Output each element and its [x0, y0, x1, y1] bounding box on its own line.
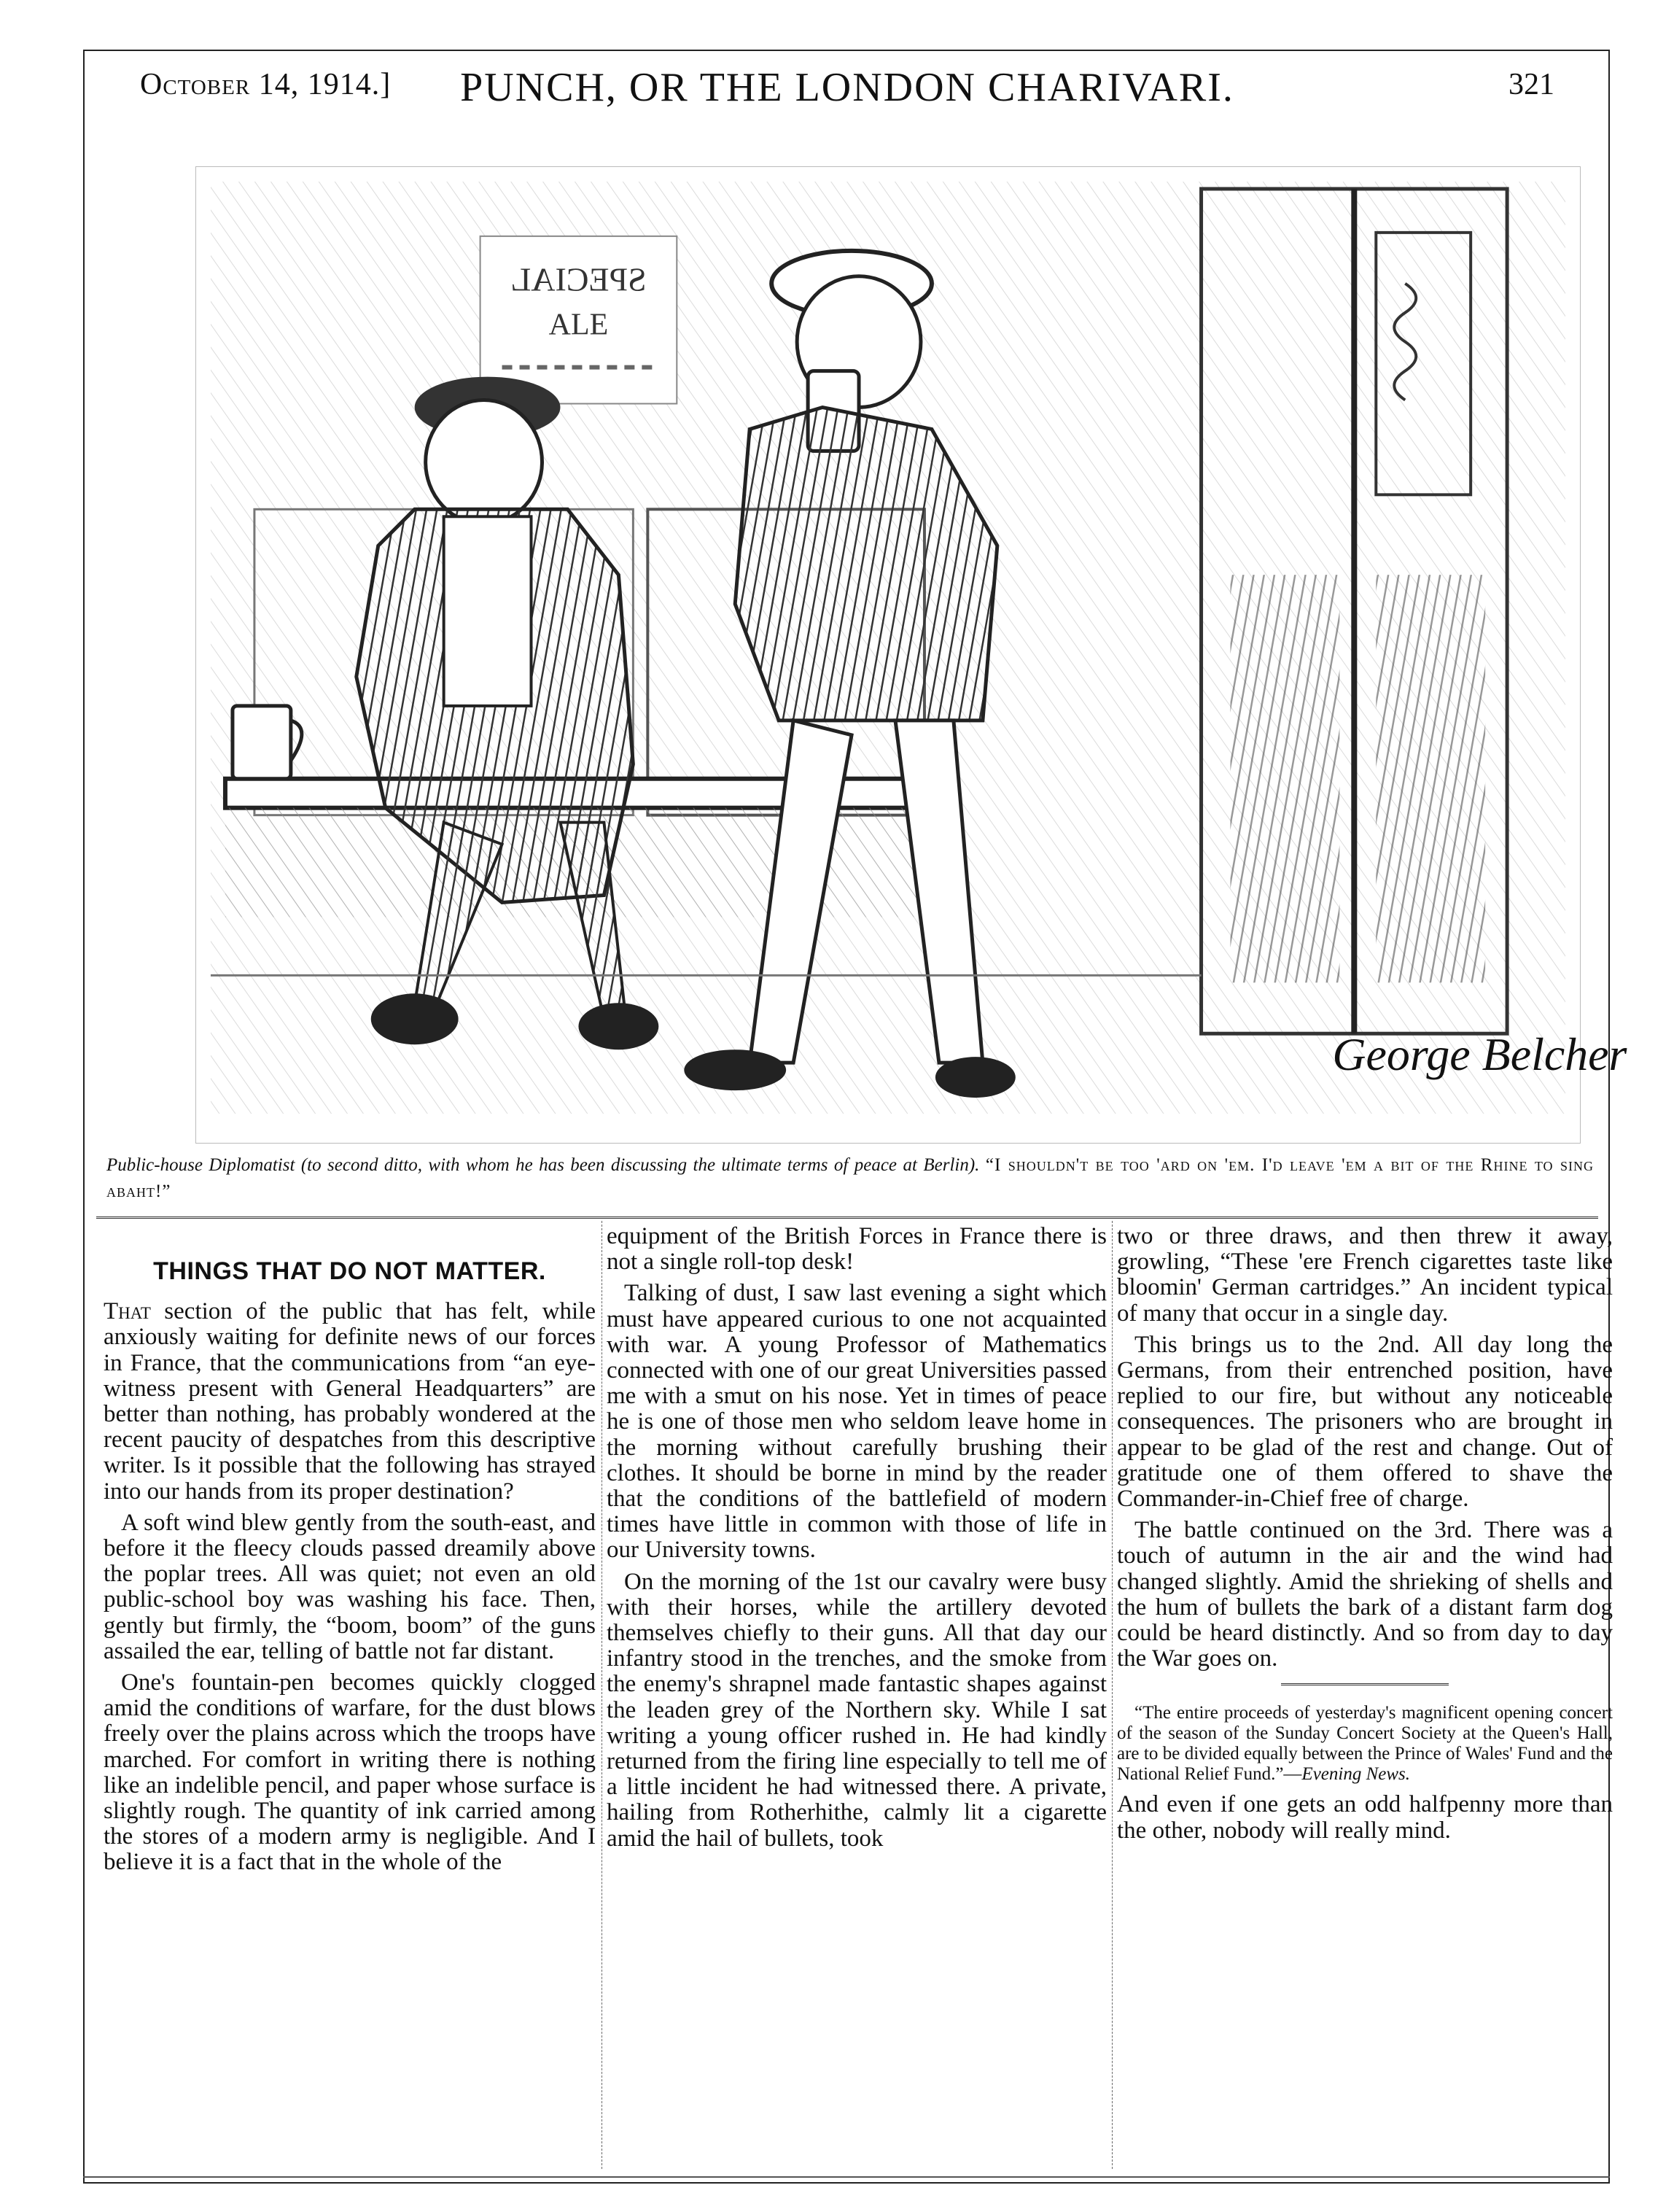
sign-line-2: ALE	[548, 308, 609, 342]
article-paragraph: The battle continued on the 3rd. There was a touch of autumn in the air and the wind had changed slightly. Amid the shrieking of shells and the hum of bullets the bark of a distant farm dog could be heard distinctly. And so from day to day the War goes on.	[1117, 1517, 1613, 1672]
article-column-2	[607, 1224, 1107, 1858]
article-column-3	[1117, 1224, 1613, 1850]
article-headline: THINGS THAT DO NOT MATTER.	[153, 1257, 546, 1285]
section-divider	[96, 1216, 1598, 1219]
article-column-1	[104, 1224, 596, 1882]
caption-lead: Public-house Diplomatist (to second ditto, with whom he has been discussing the ultimate terms of peace at Berlin).	[106, 1155, 980, 1175]
article-paragraph: On the morning of the 1st our cavalry were busy with their horses, while the artillery devoted themselves chiefly to their guns. All that day our infantry stood in the trenches, and the smoke from the enemy's shrapnel made fantastic shapes against the leaden grey of the Northern sky. While I sat writing a young officer rushed in. He had kindly returned from the firing line especially to tell me of a little incident he had witnessed there. A private, hailing from Rotherhithe, calmly lit a cigarette amid the hail of bullets, took	[607, 1568, 1107, 1852]
snippet-source: Evening News.	[1301, 1764, 1411, 1785]
page-bottom-rule	[83, 2176, 1610, 2178]
artist-signature: George Belcher	[1332, 1028, 1627, 1081]
cartoon-illustration	[195, 166, 1627, 1144]
snippet-divider	[1281, 1683, 1449, 1685]
snippet-quote: “The entire proceeds of yesterday's magnificent opening concert of the season of the Sunday Concert Society at the Queen's Hall, are to be divided equally between the Prince of Wales' Fund and the National Relief Fund.”—	[1117, 1703, 1613, 1785]
beer-mug	[233, 706, 302, 779]
news-snippet	[1117, 1703, 1613, 1785]
issue-date: October 14, 1914.]	[140, 68, 392, 101]
opening-word: That	[104, 1298, 151, 1325]
caption-quote: “I shouldn't be too 'ard on 'em. I'd leave 'em a bit of the Rhine to sing abaht!”	[106, 1155, 1594, 1201]
article-paragraph: Talking of dust, I saw last evening a sight which must have appeared curious to one not acquainted with war. A young Professor of Mathematics connected with one of our great Universities passed me with a smut on his nose. Yet in times of peace he is one of those men who seldom leave home in the morning without carefully brushing their clothes. It should be borne in mind by the reader that the conditions of the battlefield of modern times have little in common with those of life in our University towns.	[607, 1280, 1107, 1564]
paragraph-text: section of the public that has felt, while anxiously waiting for definite news of our forces in France, that the communications from “an eye-witness present with General Headquarters” are better than nothing, has probably wondered at the recent paucity of despatches from this descriptive writer. Is it possible that the following has strayed into our hands from its proper destination?	[104, 1298, 596, 1505]
cartoon-drawing	[196, 167, 1627, 1143]
column-rule	[1112, 1221, 1113, 2169]
sign-line-1: SPECIAL	[510, 260, 647, 298]
article-paragraph: This brings us to the 2nd. All day long the Germans, from their entrenched position, have replied to our fire, but without any noticeable consequences. The prisoners who are brought in appear to be glad of the rest and change. Out of gratitude one of them offered to shave the Commander-in-Chief free of charge.	[1117, 1331, 1613, 1513]
article-paragraph: A soft wind blew gently from the south-east, and before it the fleecy clouds passed dreamily above the poplar trees. All was quiet; not even an old public-school boy was washing his face. Then, gently but firmly, the “boom, boom” of the guns assailed the ear, telling of battle not far distant.	[104, 1509, 596, 1664]
article-paragraph: One's fountain-pen becomes quickly clogged amid the conditions of warfare, for the dust blows freely over the plains across which the troops have marched. For comfort in writing there is nothing like an indelible pencil, and paper whose surface is slightly rough. The quantity of ink carried among the stores of a modern army is negligible. And I believe it is a fact that in the whole of the	[104, 1669, 596, 1876]
snippet-comment: And even if one gets an odd halfpenny more than the other, nobody will really mind.	[1117, 1791, 1613, 1844]
article-paragraph	[104, 1299, 596, 1505]
article-paragraph: equipment of the British Forces in France there is not a single roll-top desk!	[607, 1223, 1107, 1276]
cartoon-caption	[106, 1152, 1594, 1205]
page-number: 321	[1508, 68, 1554, 101]
magazine-title: PUNCH, OR THE LONDON CHARIVARI.	[460, 65, 1234, 110]
running-header	[96, 64, 1598, 115]
article-paragraph: two or three draws, and then threw it away, growling, “These 'ere French cigarettes taste like bloomin' German cartridges.” An incident typical of many that occur in a single day.	[1117, 1223, 1613, 1327]
